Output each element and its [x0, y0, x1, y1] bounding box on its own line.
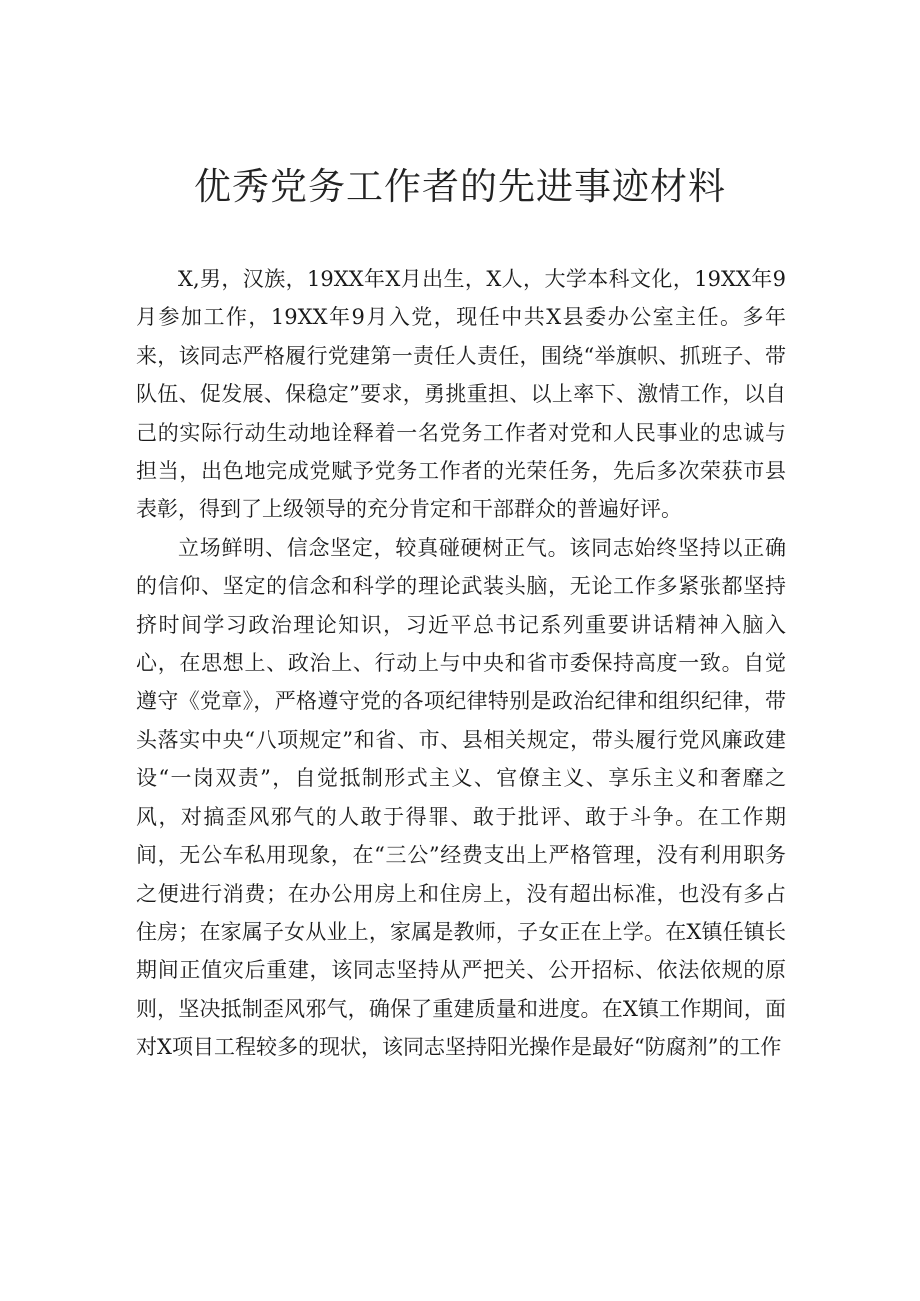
document-body: [136, 260, 786, 1067]
paragraph-intro: X,男，汉族，19XX年X月出生，X人，大学本科文化，19XX年9月参加工作，19XX年9月入党，现任中共X县委办公室主任。多年来，该同志严格履行党建第一责任人责任，围绕“举旗帜、抓班子、带队伍、促发展、保稳定”要求，勇挑重担、以上率下、激情工作，以自己的实际行动生动地诠释着一名党务工作者对党和人民事业的忠诚与担当，出色地完成党赋予党务工作者的光荣任务，先后多次荣获市县表彰，得到了上级领导的充分肯定和干部群众的普遍好评。: [136, 267, 786, 522]
document-title: 优秀党务工作者的先进事迹材料: [194, 165, 726, 208]
paragraph-integrity: 立场鲜明、信念坚定，较真碰硬树正气。该同志始终坚持以正确的信仰、坚定的信念和科学的理论武装头脑，无论工作多紧张都坚持挤时间学习政治理论知识，习近平总书记系列重要讲话精神入脑入心，在思想上、政治上、行动上与中央和省市委保持高度一致。自觉遵守《党章》，严格遵守党的各项纪律特别是政治纪律和组织纪律，带头落实中央“八项规定”和省、市、县相关规定，带头履行党风廉政建设“一岗双责”，自觉抵制形式主义、官僚主义、享乐主义和奢靡之风，对搞歪风邪气的人敢于得罪、敢于批评、敢于斗争。在工作期间，无公车私用现象，在“三公”经费支出上严格管理，没有利用职务之便进行消费；在办公用房上和住房上，没有超出标准，也没有多占住房；在家属子女从业上，家属是教师，子女正在上学。在X镇任镇长期间正值灾后重建，该同志坚持从严把关、公开招标、依法依规的原则，坚决抵制歪风邪气，确保了重建质量和进度。在X镇工作期间，面对X项目工程较多的现状，该同志坚持阳光操作是最好“防腐剂”的工作: [136, 535, 786, 1060]
